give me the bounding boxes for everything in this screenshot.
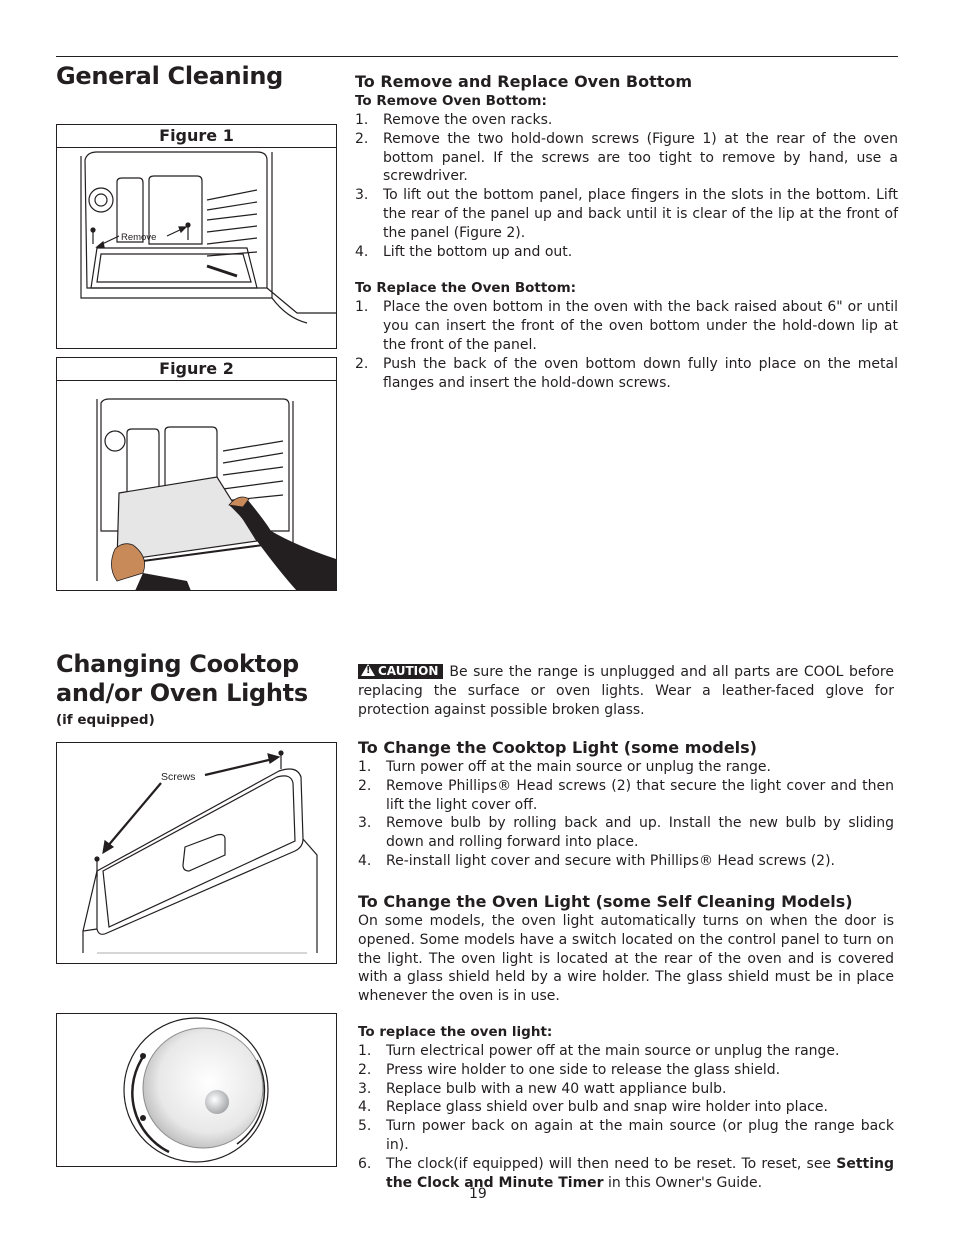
list-item: 2. Remove Phillips® Head screws (2) that secure the light cover and then lift the light cover off. xyxy=(358,777,894,813)
replace-oven-bottom-subheading: To Replace the Oven Bottom: xyxy=(355,280,577,297)
cooktop-light-section xyxy=(358,738,894,871)
oven-light-heading: To Change the Oven Light (some Self Cleaning Models) xyxy=(358,892,853,911)
list-item: 5. Turn power back on again at the main source (or plug the range back in). xyxy=(358,1118,894,1153)
list-item: 3. To lift out the bottom panel, place fingers in the slots in the bottom. Lift the rear of the panel up and back until it is clear of the lip at the front of the panel (Figure 2). xyxy=(355,187,898,241)
replace-oven-light-subheading: To replace the oven light: xyxy=(358,1023,553,1040)
cooktop-light-heading: To Change the Cooktop Light (some models) xyxy=(358,738,757,757)
section-title-general-cleaning: General Cleaning xyxy=(56,62,284,90)
cooktop-light-figure xyxy=(56,742,337,964)
replace-oven-light-step-6 xyxy=(358,1155,894,1193)
list-item: 1. Place the oven bottom in the oven with the back raised about 6" or until you can insert the front of the oven bottom under the hold-down lip at the front of the panel. xyxy=(355,299,898,353)
oven-bottom-heading: To Remove and Replace Oven Bottom xyxy=(355,72,693,91)
list-item: 2. Remove the two hold-down screws (Figure 1) at the rear of the oven bottom panel. If the screws are too tight to remove by hand, use a screwdriver. xyxy=(355,130,898,185)
cooktop-light-steps xyxy=(358,758,894,871)
figure-1 xyxy=(56,124,337,349)
list-item: 1. Remove the oven racks. xyxy=(355,112,553,128)
section-title-changing-lights xyxy=(56,650,308,708)
remove-callout: Remove xyxy=(121,232,157,243)
remove-oven-bottom-subheading: To Remove Oven Bottom: xyxy=(355,93,547,109)
replace-oven-light-steps xyxy=(358,1042,894,1155)
list-item: 2. Press wire holder to one side to release the glass shield. xyxy=(358,1061,781,1078)
oven-light-shield-illustration xyxy=(57,1014,336,1166)
caution-text: Be sure the range is unplugged and all parts are COOL before replacing the surface or oven lights. Wear a leather-faced glove for protection against possible broken glass. xyxy=(358,664,894,718)
list-item: 3. Replace bulb with a new 40 watt appliance bulb. xyxy=(358,1080,727,1097)
caution-badge: ! CAUTION xyxy=(358,664,443,679)
title-line-2: and/or Oven Lights xyxy=(56,679,308,707)
top-rule xyxy=(56,56,898,57)
list-item: 4. Replace glass shield over bulb and snap wire holder into place. xyxy=(358,1099,828,1116)
remove-oven-bottom-steps xyxy=(355,111,898,261)
oven-light-section xyxy=(358,892,894,1192)
oven-light-figure xyxy=(56,1013,337,1167)
if-equipped-note: (if equipped) xyxy=(56,712,155,728)
oven-interior-illustration xyxy=(57,148,336,348)
list-item: 6. The clock(if equipped) will then need to be reset. To reset, see Setting the Clock and Minute Timer in this Owner's Guide. xyxy=(358,1155,894,1191)
oven-bottom-section xyxy=(355,72,898,392)
figure-2 xyxy=(56,357,337,591)
page-number: 19 xyxy=(469,1186,487,1202)
cooktop-light-cover-illustration xyxy=(57,743,336,963)
oven-bottom-lift-illustration xyxy=(57,381,336,591)
warning-icon: ! xyxy=(361,664,375,676)
replace-oven-bottom-steps xyxy=(355,298,898,392)
list-item: 3. Remove bulb by rolling back and up. Install the new bulb by sliding down and rolling forward into place. xyxy=(358,815,894,851)
caution-notice xyxy=(358,663,894,719)
list-item: 4. Lift the bottom up and out. xyxy=(355,243,573,260)
figure-2-caption: Figure 2 xyxy=(57,358,336,381)
screws-callout: Screws xyxy=(161,771,196,783)
list-item: 1. Turn power off at the main source or unplug the range. xyxy=(358,759,771,775)
setting-clock-reference: Setting the Clock and Minute Timer xyxy=(386,1155,894,1191)
list-item: 4. Re-install light cover and secure with Phillips® Head screws (2). xyxy=(358,852,835,869)
figure-1-caption: Figure 1 xyxy=(57,125,336,148)
list-item: 1. Turn electrical power off at the main source or unplug the range. xyxy=(358,1042,840,1059)
list-item: 2. Push the back of the oven bottom down fully into place on the metal flanges and insert the hold-down screws. xyxy=(355,355,898,391)
title-line-1: Changing Cooktop xyxy=(56,650,299,678)
oven-light-intro: On some models, the oven light automatically turns on when the door is opened. Some models have a switch located on the control panel to turn on the light. The oven light is located at the rear of the oven and is covered with a glass shield held by a wire holder. The glass shield must be in place whenever the oven is in use. xyxy=(358,913,894,1005)
